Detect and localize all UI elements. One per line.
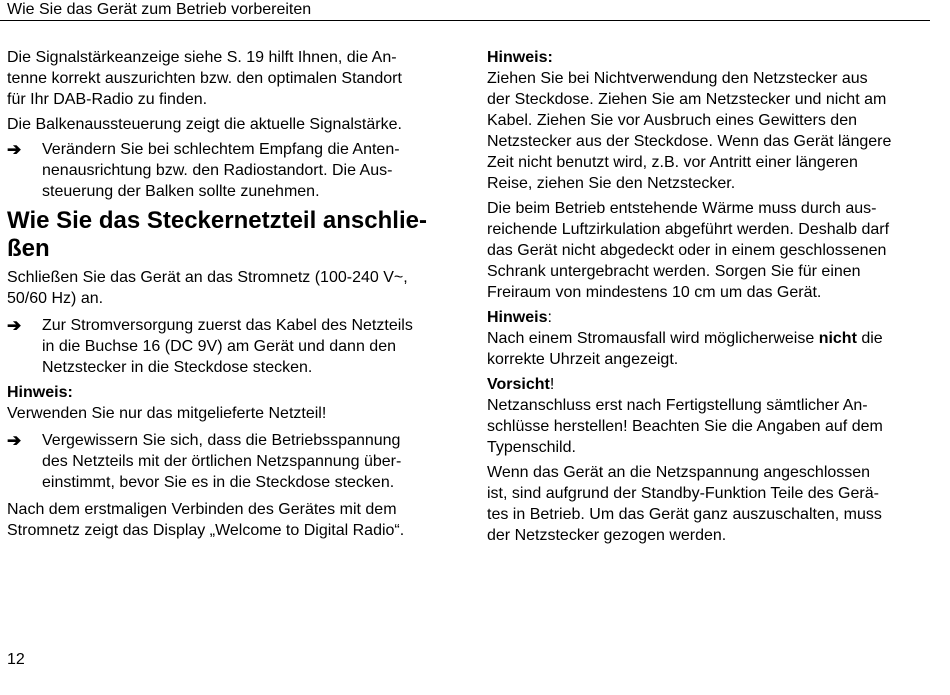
emphasis-not: nicht <box>818 330 857 347</box>
note-label: Hinweis: <box>487 49 553 66</box>
paragraph-heat-ventilation: Die beim Betrieb entstehende Wärme muss durch aus- reichende Luftzirkulation abgeführt werden. Deshalb darf das Gerät nicht abgedeckt oder in einem geschlossenen Schrank untergebracht werden. Sorgen Sie für einen Freiraum von mindestens 10 cm um das Gerät. <box>487 200 890 301</box>
section-heading: Wie Sie das Steckernetzteil anschlie- ßen <box>7 207 427 262</box>
note-unplug: Hinweis: Ziehen Sie bei Nichtverwendung den Netzstecker aus der Steckdose. Ziehen Sie am Netzstecker und nicht am Kabel. Ziehen Sie vor Ausbruch eines Gewitters den Netzstecker aus der Steckdose. Wenn das Gerät längere Zeit nicht benutzt wird, z.B. vor Antritt einer längeren Reise, ziehen Sie den Netzstecker. <box>487 49 892 192</box>
note-label: Hinweis <box>487 309 548 326</box>
instruction-item-power-supply: ➔ Zur Stromversorgung zuerst das Kabel des Netzteils in die Buchse 16 (DC 9V) am Gerät und dann den Netzstecker in die Steckdose stecken. <box>7 316 413 376</box>
note-power-failure: Hinweis: Nach einem Stromausfall wird möglicherweise nicht die korrekte Uhrzeit angezeigt. <box>487 309 883 368</box>
caution-label: Vorsicht <box>487 376 550 393</box>
caution-block: Vorsicht! Netzanschluss erst nach Fertigstellung sämtlicher An- schlüsse herstellen! Beachten Sie die Angaben auf dem Typenschild. <box>487 376 883 456</box>
left-column <box>7 47 452 545</box>
paragraph-welcome-display: Nach dem erstmaligen Verbinden des Gerätes mit dem Stromnetz zeigt das Display „Welcome to Digital Radio“. <box>7 501 405 539</box>
header-title: Wie Sie das Gerät zum Betrieb vorbereiten <box>7 1 312 18</box>
instruction-item-reception: ➔ Verändern Sie bei schlechtem Empfang die Anten- nenausrichtung bzw. den Radiostandort. Die Aus- steuerung der Balken sollte zunehmen. <box>7 140 400 200</box>
paragraph-connect-power: Schließen Sie das Gerät an das Stromnetz (100-240 V~, 50/60 Hz) an. <box>7 269 408 307</box>
paragraph-standby: Wenn das Gerät an die Netzspannung angeschlossen ist, sind aufgrund der Standby-Funktion Teile des Gerä- tes in Betrieb. Um das Gerät ganz auszuschalten, muss der Netzstecker gezogen werden. <box>487 464 882 544</box>
note-adapter: Hinweis: Verwenden Sie nur das mitgelieferte Netzteil! <box>7 384 327 422</box>
arrow-icon: ➔ <box>7 140 22 159</box>
instruction-item-voltage-check: ➔ Vergewissern Sie sich, dass die Betriebsspannung des Netzteils mit der örtlichen Netzspannung über- einstimmt, bevor Sie es in die Steckdose stecken. <box>7 431 402 491</box>
page-number: 12 <box>7 651 25 668</box>
arrow-icon: ➔ <box>7 431 22 450</box>
arrow-icon: ➔ <box>7 316 22 335</box>
note-label: Hinweis: <box>7 384 73 401</box>
paragraph-signal-indicator: Die Signalstärkeanzeige siehe S. 19 hilft Ihnen, die An- tenne korrekt auszurichten bzw. den optimalen Standort für Ihr DAB-Radio zu finden. <box>7 49 402 108</box>
page-header <box>0 0 930 21</box>
right-column <box>487 47 930 550</box>
paragraph-bar-level: Die Balkenaussteuerung zeigt die aktuelle Signalstärke. <box>7 116 402 133</box>
